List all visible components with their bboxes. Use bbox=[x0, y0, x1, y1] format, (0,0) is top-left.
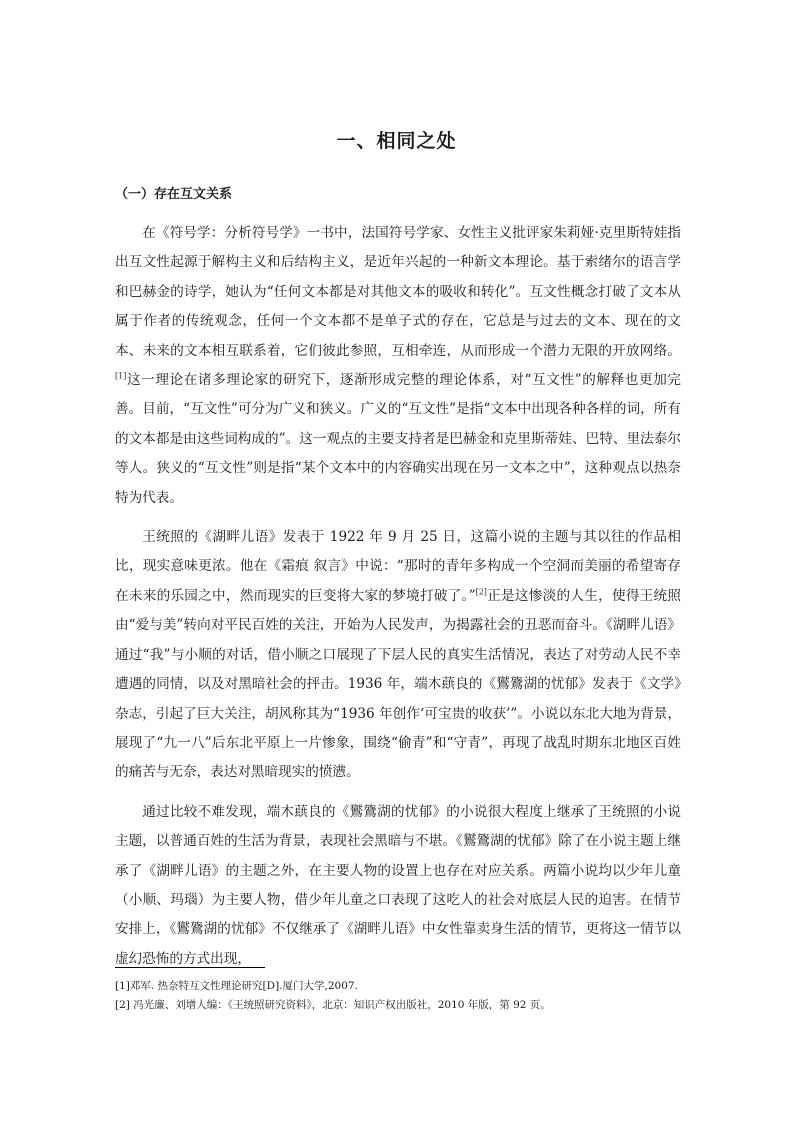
subsection-title: （一）存在互文关系 bbox=[115, 187, 233, 202]
footnote-2: [2] 冯光廉、刘增人编：《王统照研究资料》，北京：知识产权出版社，2010 年版，第 92 页。 bbox=[115, 999, 551, 1011]
paragraph-2 bbox=[115, 523, 681, 788]
footnote-ref-2[interactable]: [2] bbox=[475, 587, 487, 597]
paragraph-1-text-a: 在《符号学：分析符号学》一书中，法国符号学家、女性主义批评家朱莉娅·克里斯特娃指出互文性起源于解构主义和后结构主义，是近年兴起的一种新文本理论。基于索绪尔的语言学和巴赫金的诗学，她认为“任何文本都是对其他文本的吸收和转化”。互文性概念打破了文本从属于作者的传统观念，任何一个文本都不是单子式的存在，它总是与过去的文本、现在的文本、未来的文本相互联系着，它们彼此参照，互相牵连，从而形成一个潜力无限的开放网络。 bbox=[115, 225, 681, 359]
footnote-divider bbox=[115, 967, 265, 968]
footnote-ref-1[interactable]: [1] bbox=[115, 371, 127, 381]
paragraph-1 bbox=[115, 219, 681, 513]
footnote-1: [1]邓军. 热奈特互文性理论研究[D].厦门大学,2007. bbox=[115, 980, 358, 992]
paragraph-2-text-a: 王统照的《湖畔儿语》发表于 1922 年 9 月 25 日，这篇小说的主题与其以往的作品相比，现实意味更浓。他在《霜痕 叙言》中说：“那时的青年多构成一个空洞而美丽的希望寄存在未来的乐园之中，然而现实的巨变将大家的梦境打破了。” bbox=[115, 529, 681, 604]
footnotes bbox=[115, 977, 681, 1015]
section-title: 一、相同之处 bbox=[336, 130, 457, 152]
body-text bbox=[115, 219, 681, 984]
paragraph-3: 通过比较不难发现，端木蕻良的《鸑鷟湖的忧郁》的小说很大程度上继承了王统照的小说主题，以普通百姓的生活为背景，表现社会黑暗与不堪。《鸑鷟湖的忧郁》除了在小说主题上继承了《湖畔儿语》的主题之外，在主要人物的设置上也存在对应关系。两篇小说均以少年儿童（小顺、玛瑙）为主要人物，借少年儿童之口表现了这吃人的社会对底层人民的迫害。在情节安排上，《鸑鷟湖的忧郁》不仅继承了《湖畔儿语》中女性靠卖身生活的情节，更将这一情节以虚幻恐怖的方式出现， bbox=[115, 803, 681, 967]
paragraph-1-text-b: 这一理论在诸多理论家的研究下，逐渐形成完整的理论体系，对“互文性”的解释也更加完善。目前，“互文性”可分为广义和狭义。广义的“互文性”是指“文本中出现各种各样的词，所有的文本都是由这些词构成的”。这一观点的主要支持者是巴赫金和克里斯蒂娃、巴特、里法泰尔等人。狭义的“互文性”则是指“某个文本中的内容确实出现在另一文本之中”，这种观点以热奈特为代表。 bbox=[115, 372, 681, 506]
paragraph-2-text-b: 正是这惨淡的人生，使得王统照由“爱与美”转向对平民百姓的关注，开始为人民发声，为揭露社会的丑恶而奋斗。《湖畔儿语》通过“我”与小顺的对话，借小顺之口展现了下层人民的真实生活情况，表达了对劳动人民不幸遭遇的同情，以及对黑暗社会的抨击。1936 年，端木蕻良的《鸑鷟湖的忧郁》发表于《文学》杂志，引起了巨大关注，胡风称其为“1936 年创作‘可宝贵的收获’”。小说以东北大地为背景，展现了“九一八”后东北平原上一片惨象，围绕“偷青”和“守青”，再现了战乱时期东北地区百姓的痛苦与无奈，表达对黑暗现实的愤懑。 bbox=[115, 587, 681, 781]
